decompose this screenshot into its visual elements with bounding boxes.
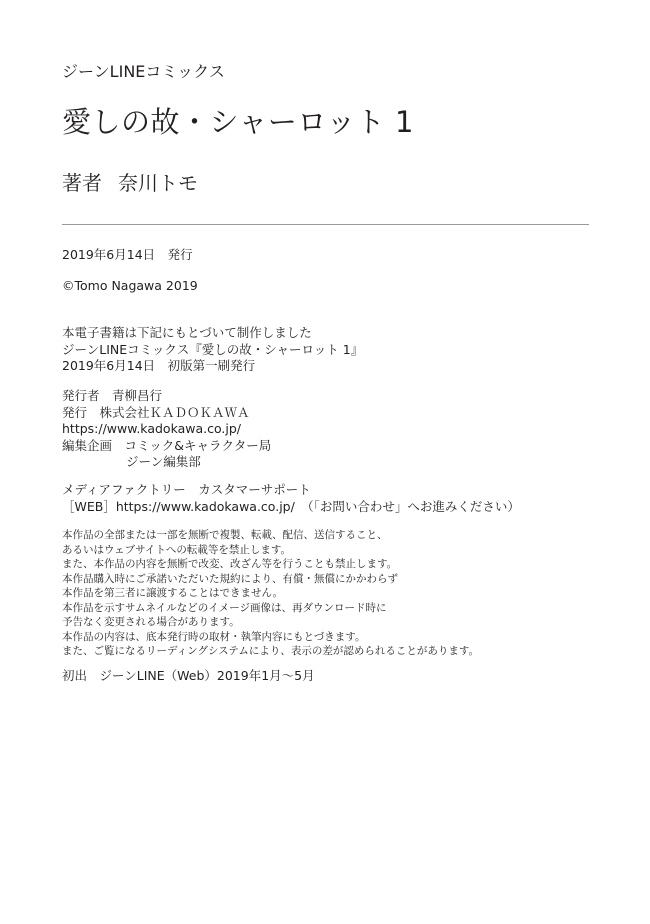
first-publication: 初出 ジーンLINE（Web）2019年1月～5月	[62, 668, 315, 683]
legal-note: あるいはウェブサイトへの転載等を禁止します。	[62, 543, 292, 556]
publication-date: 2019年6月14日 発行	[62, 247, 193, 262]
copyright-notice: ©Tomo Nagawa 2019	[62, 278, 198, 293]
legal-note: 本作品の内容は、底本発行時の取材・執筆内容にもとづきます。	[62, 630, 366, 643]
customer-support	[62, 482, 520, 515]
ebook-source-info	[62, 325, 363, 375]
ebook-line: 本電子書籍は下記にもとづいて制作しました	[62, 325, 312, 340]
editor: 編集企画 コミック&キャラクター局	[62, 437, 272, 453]
editor-department: ジーン編集部	[126, 454, 201, 469]
legal-note: 本作品購入時にご承諾いただいた規約により、有償・無償にかかわらず	[62, 572, 398, 585]
author-role: 著者	[62, 171, 102, 195]
legal-note: また、本作品の内容を無断で改変、改ざん等を行うことも禁止します。	[62, 558, 398, 570]
legal-notes	[62, 528, 479, 659]
author-line	[62, 170, 198, 196]
legal-note: 本作品を示すサムネイルなどのイメージ画像は、再ダウンロード時に	[62, 601, 387, 614]
publisher-company: 発行 株式会社ＫＡＤＯＫＡＷＡ	[62, 404, 250, 420]
divider	[62, 224, 589, 225]
legal-note: また、ご覧になるリーディングシステムにより、表示の差が認められることがあります。	[62, 645, 480, 657]
book-title: 愛しの故・シャーロット 1	[62, 105, 415, 139]
imprint-label: ジーンLINEコミックス	[62, 62, 225, 81]
ebook-line: 2019年6月14日 初版第一刷発行	[62, 358, 256, 373]
credits	[62, 388, 271, 471]
author-name: 奈川トモ	[118, 171, 198, 195]
ebook-line: ジーンLINEコミックス『愛しの故・シャーロット 1』	[62, 341, 364, 357]
support-web: ［WEB］https://www.kadokawa.co.jp/ （「お問い合わせ」へお進みください）	[62, 498, 520, 514]
legal-note: 本作品の全部または一部を無断で複製、転載、配信、送信すること、	[62, 529, 388, 541]
legal-note: 予告なく変更される場合があります。	[62, 616, 240, 628]
publisher-url: https://www.kadokawa.co.jp/	[62, 421, 241, 436]
support-name: メディアファクトリー カスタマーサポート	[62, 482, 311, 497]
legal-note: 本作品を第三者に譲渡することはできません。	[62, 587, 284, 599]
publisher-person: 発行者 青柳昌行	[62, 388, 163, 403]
